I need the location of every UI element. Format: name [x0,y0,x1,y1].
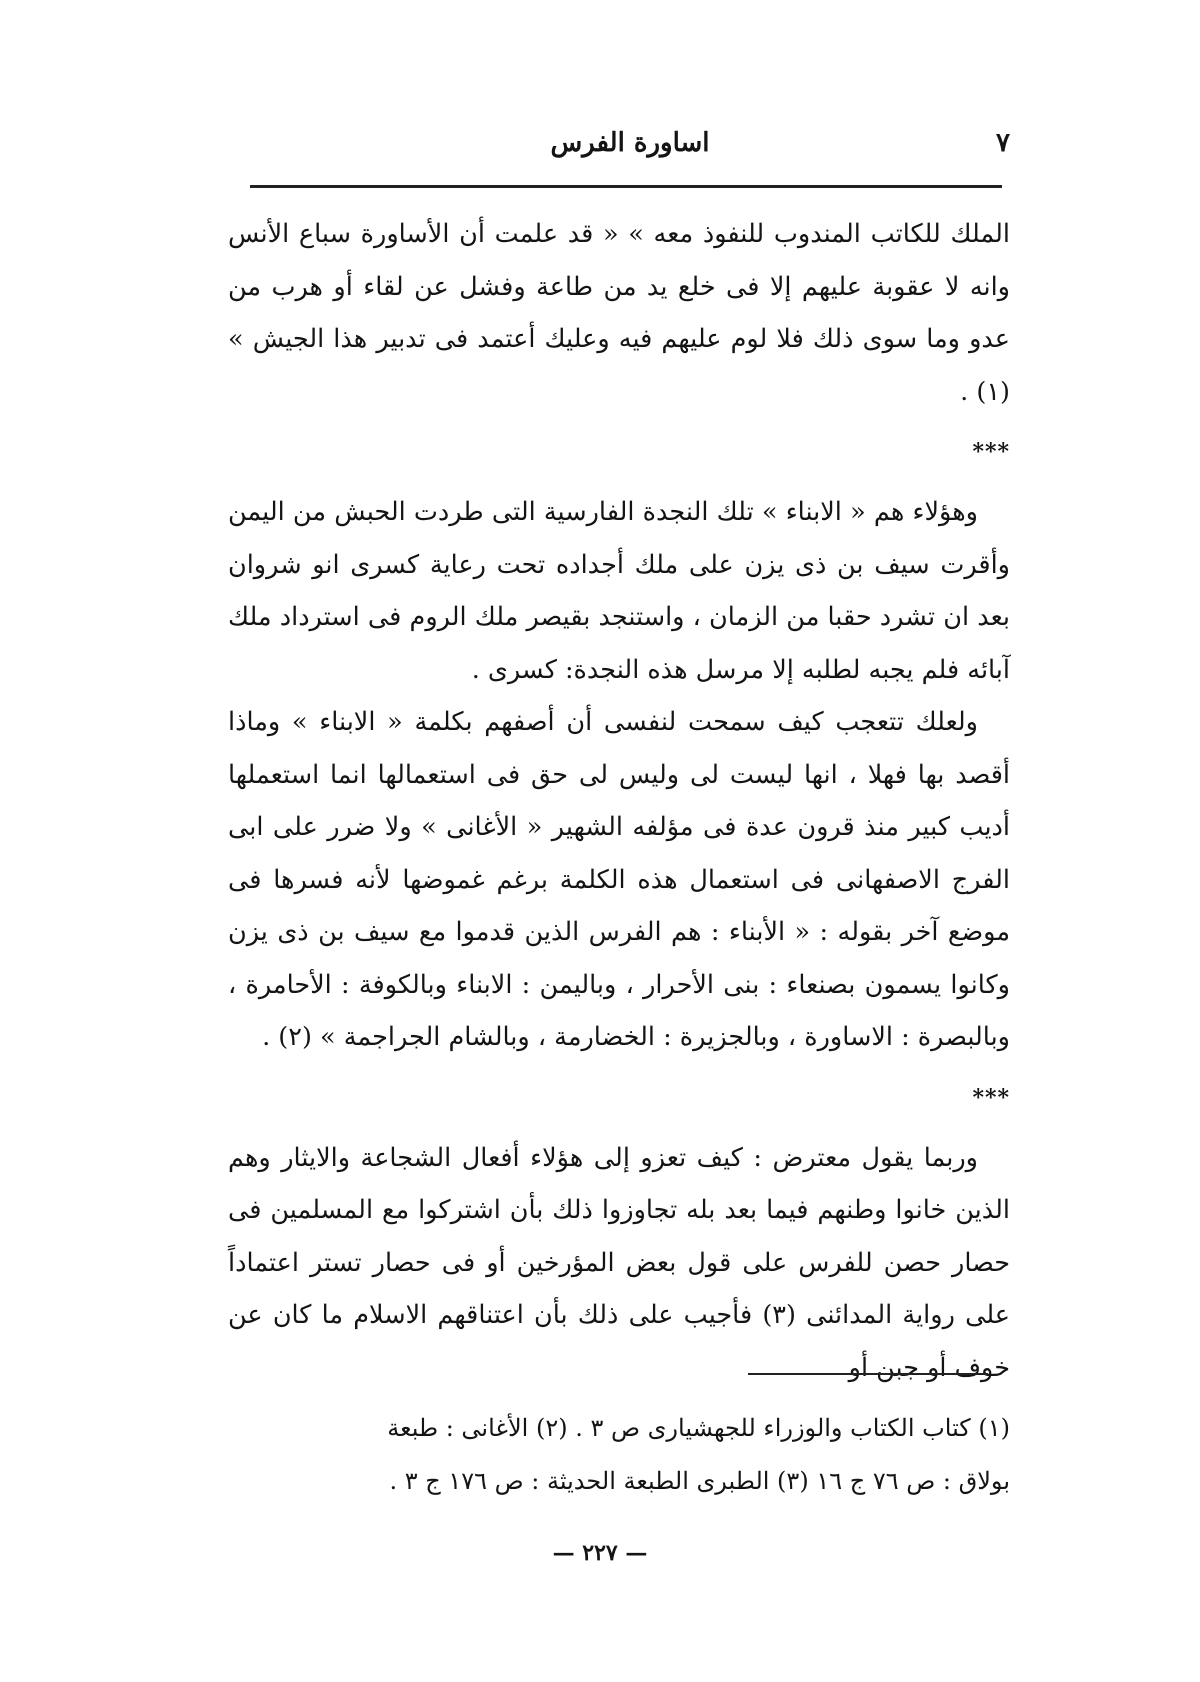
paragraph-1: الملك للكاتب المندوب للنفوذ معه » « قد علمت أن الأساورة سباع الأنس وانه لا عقوبة عليهم إلا فى خلع يد من طاعة وفشل عن لقاء أو هرب من عدو وما سوى ذلك فلا لوم عليهم فيه وعليك أعتمد فى تدبير هذا الجيش » (١) . [228,219,1010,407]
running-title: اساورة الفرس [550,128,710,158]
footnote-line-2: بولاق : ص ٧٦ ج ١٦ (٣) الطبرى الطبعة الحديثة : ص ١٧٦ ج ٣ . [389,1467,1010,1495]
footnote-divider [748,1373,988,1375]
footnotes [228,1402,1010,1508]
header-divider [250,185,1002,188]
body-text [228,208,1010,1394]
folio-number: — ٢٢٧ — [552,1540,648,1566]
paragraph-4: وربما يقول معترض : كيف تعزو إلى هؤلاء أفعال الشجاعة والايثار وهم الذين خانوا وطنهم فيما بعد بله تجاوزوا ذلك بأن اشتركوا مع المسلمين فى حصار حصن للفرس على قول بعض المؤرخين أو فى حصار تستر اعتماداً على رواية المدائنى (٣) فأجيب على ذلك بأن اعتناقهم الاسلام ما كان عن خوف أو جبن أو [228,1142,1010,1383]
paragraph-2: وهؤلاء هم « الابناء » تلك النجدة الفارسية التى طردت الحبش من اليمن وأقرت سيف بن ذى يزن على ملك أجداده تحت رعاية كسرى انو شروان بعد ان تشرد حقبا من الزمان ، واستنجد بقيصر ملك الروم فى استرداد ملك آبائه فلم يجبه لطلبه إلا مرسل هذه النجدة: كسرى . [228,497,1010,685]
page-header [250,128,1010,168]
page-number: ٧ [996,128,1010,158]
section-separator-2: *** [972,1084,1010,1111]
footnote-line-1: (١) كتاب الكتاب والوزراء للجهشيارى ص ٣ . (٢) الأغانى : طبعة [387,1414,1010,1442]
paragraph-3: ولعلك تتعجب كيف سمحت لنفسى أن أصفهم بكلمة « الابناء » وماذا أقصد بها فهلا ، انها ليست لى وليس لى حق فى استعمالها انما استعملها أديب كبير منذ قرون عدة فى مؤلفه الشهير « الأغانى » ولا ضرر على ابى الفرج الاصفهانى فى استعمال هذه الكلمة برغم غموضها لأنه فسرها فى موضع آخر بقوله : « الأبناء : هم الفرس الذين قدموا مع سيف بن ذى يزن وكانوا يسمون بصنعاء : بنى الأحرار ، وباليمن : الابناء وبالكوفة : الأحامرة ، وبالبصرة : الاساورة ، وبالجزيرة : الخضارمة ، وبالشام الجراجمة » (٢) . [228,707,1010,1052]
section-separator-1: *** [972,439,1010,465]
